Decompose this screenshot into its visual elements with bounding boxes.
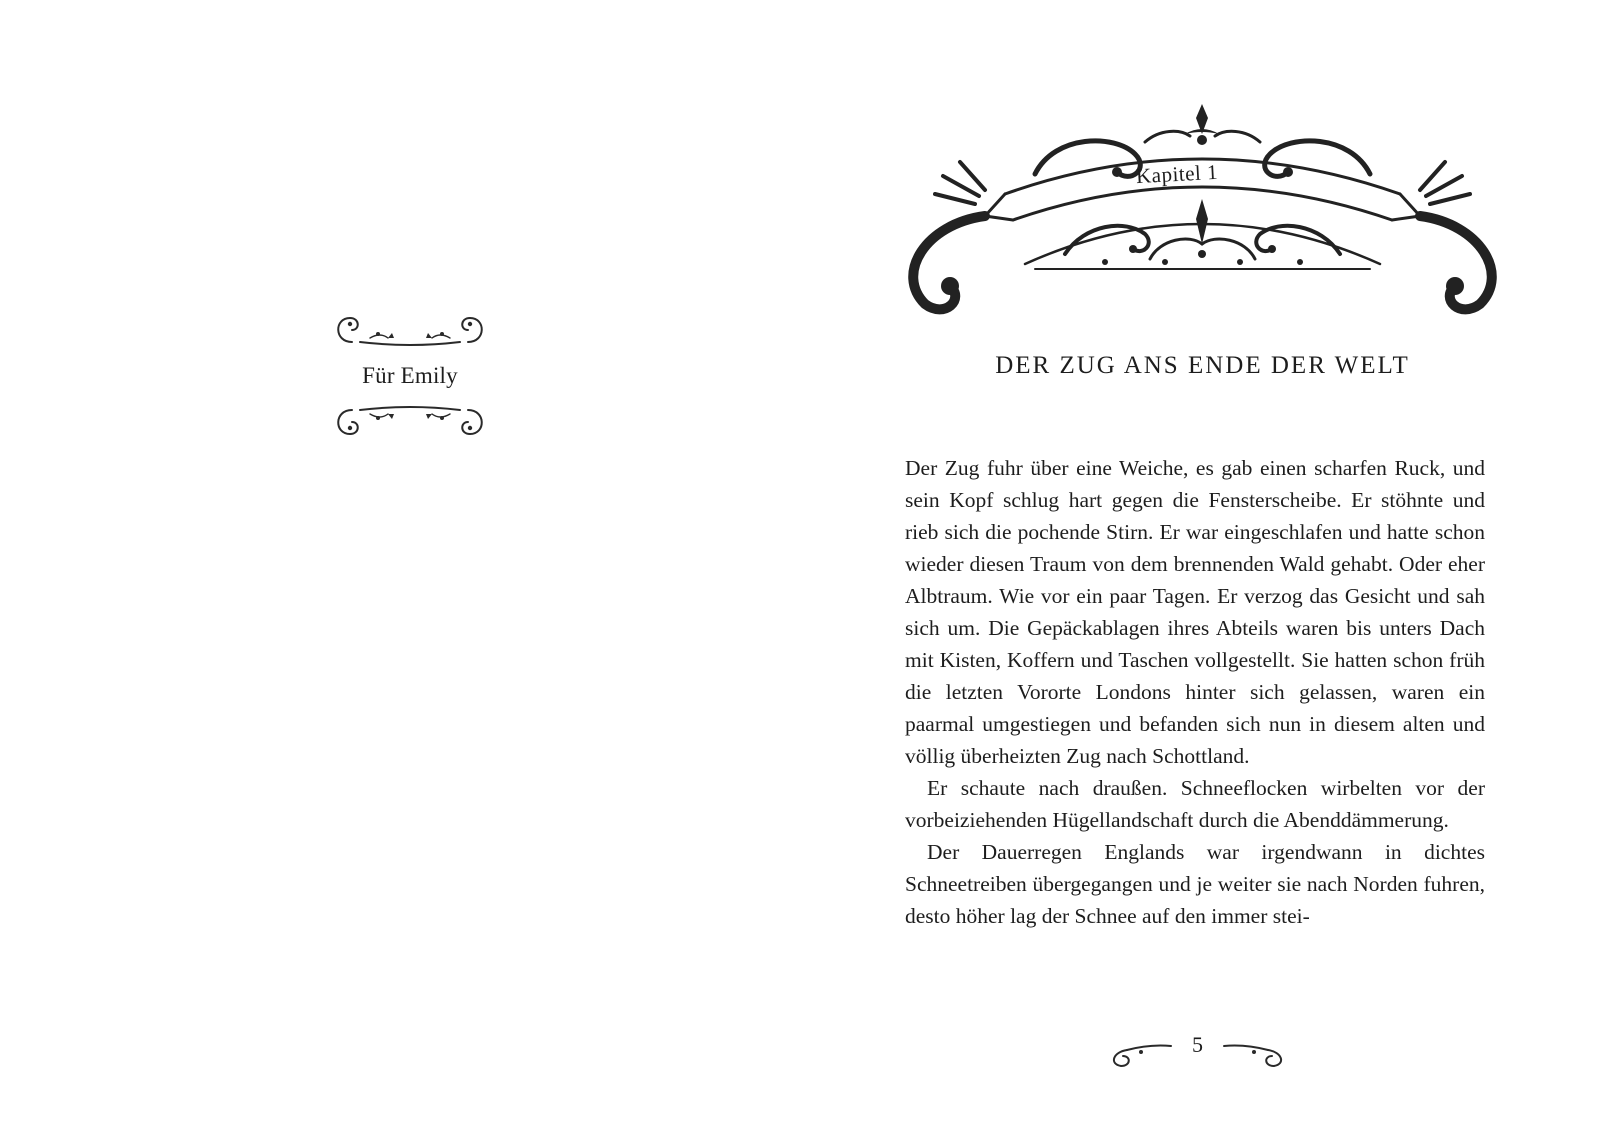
- dedication-block: [330, 312, 490, 440]
- paragraph: Er schaute nach draußen. Schneeflocken wirbelten vor der vorbeiziehenden Hügellandschaft durch die Abenddämmerung.: [905, 776, 1485, 832]
- dedication-text: Für Emily: [362, 363, 458, 388]
- paragraph: Der Zug fuhr über eine Weiche, es gab einen scharfen Ruck, und sein Kopf schlug hart gegen die Fensterscheibe. Er stöhnte und rieb sich die pochende Stirn. Er war eingeschlafen und hatte schon wieder diesen Traum von dem brennenden Wald gehabt. Oder eher Albtraum. Wie vor ein paar Tagen. Er verzog das Gesicht und sah sich um. Die Gepäckablagen ihres Abteils waren bis unters Dach mit Kisten, Koffern und Taschen vollgestellt. Sie hatten schon früh die letzten Vororte Londons hinter sich gelassen, waren ein paarmal umgestiegen und befanden sich nun in diesem alten und völlig überheizten Zug nach Schottland.: [905, 456, 1485, 768]
- chapter-banner-ornament: [905, 104, 1500, 324]
- page-number: 5: [1192, 1032, 1203, 1057]
- page-footer: [1105, 1028, 1290, 1068]
- chapter-title: DER ZUG ANS ENDE DER WELT: [995, 352, 1410, 379]
- chapter-label: Kapitel 1: [1135, 159, 1219, 189]
- chapter-body: [905, 452, 1485, 932]
- paragraph: Der Dauerregen Englands war irgendwann in dichtes Schneetreiben übergegangen und je weiter sie nach Norden fuhren, desto höher lag der Schnee auf den immer stei-: [905, 840, 1485, 928]
- top-flourish-ornament: [330, 312, 490, 352]
- bottom-flourish-ornament: [330, 400, 490, 440]
